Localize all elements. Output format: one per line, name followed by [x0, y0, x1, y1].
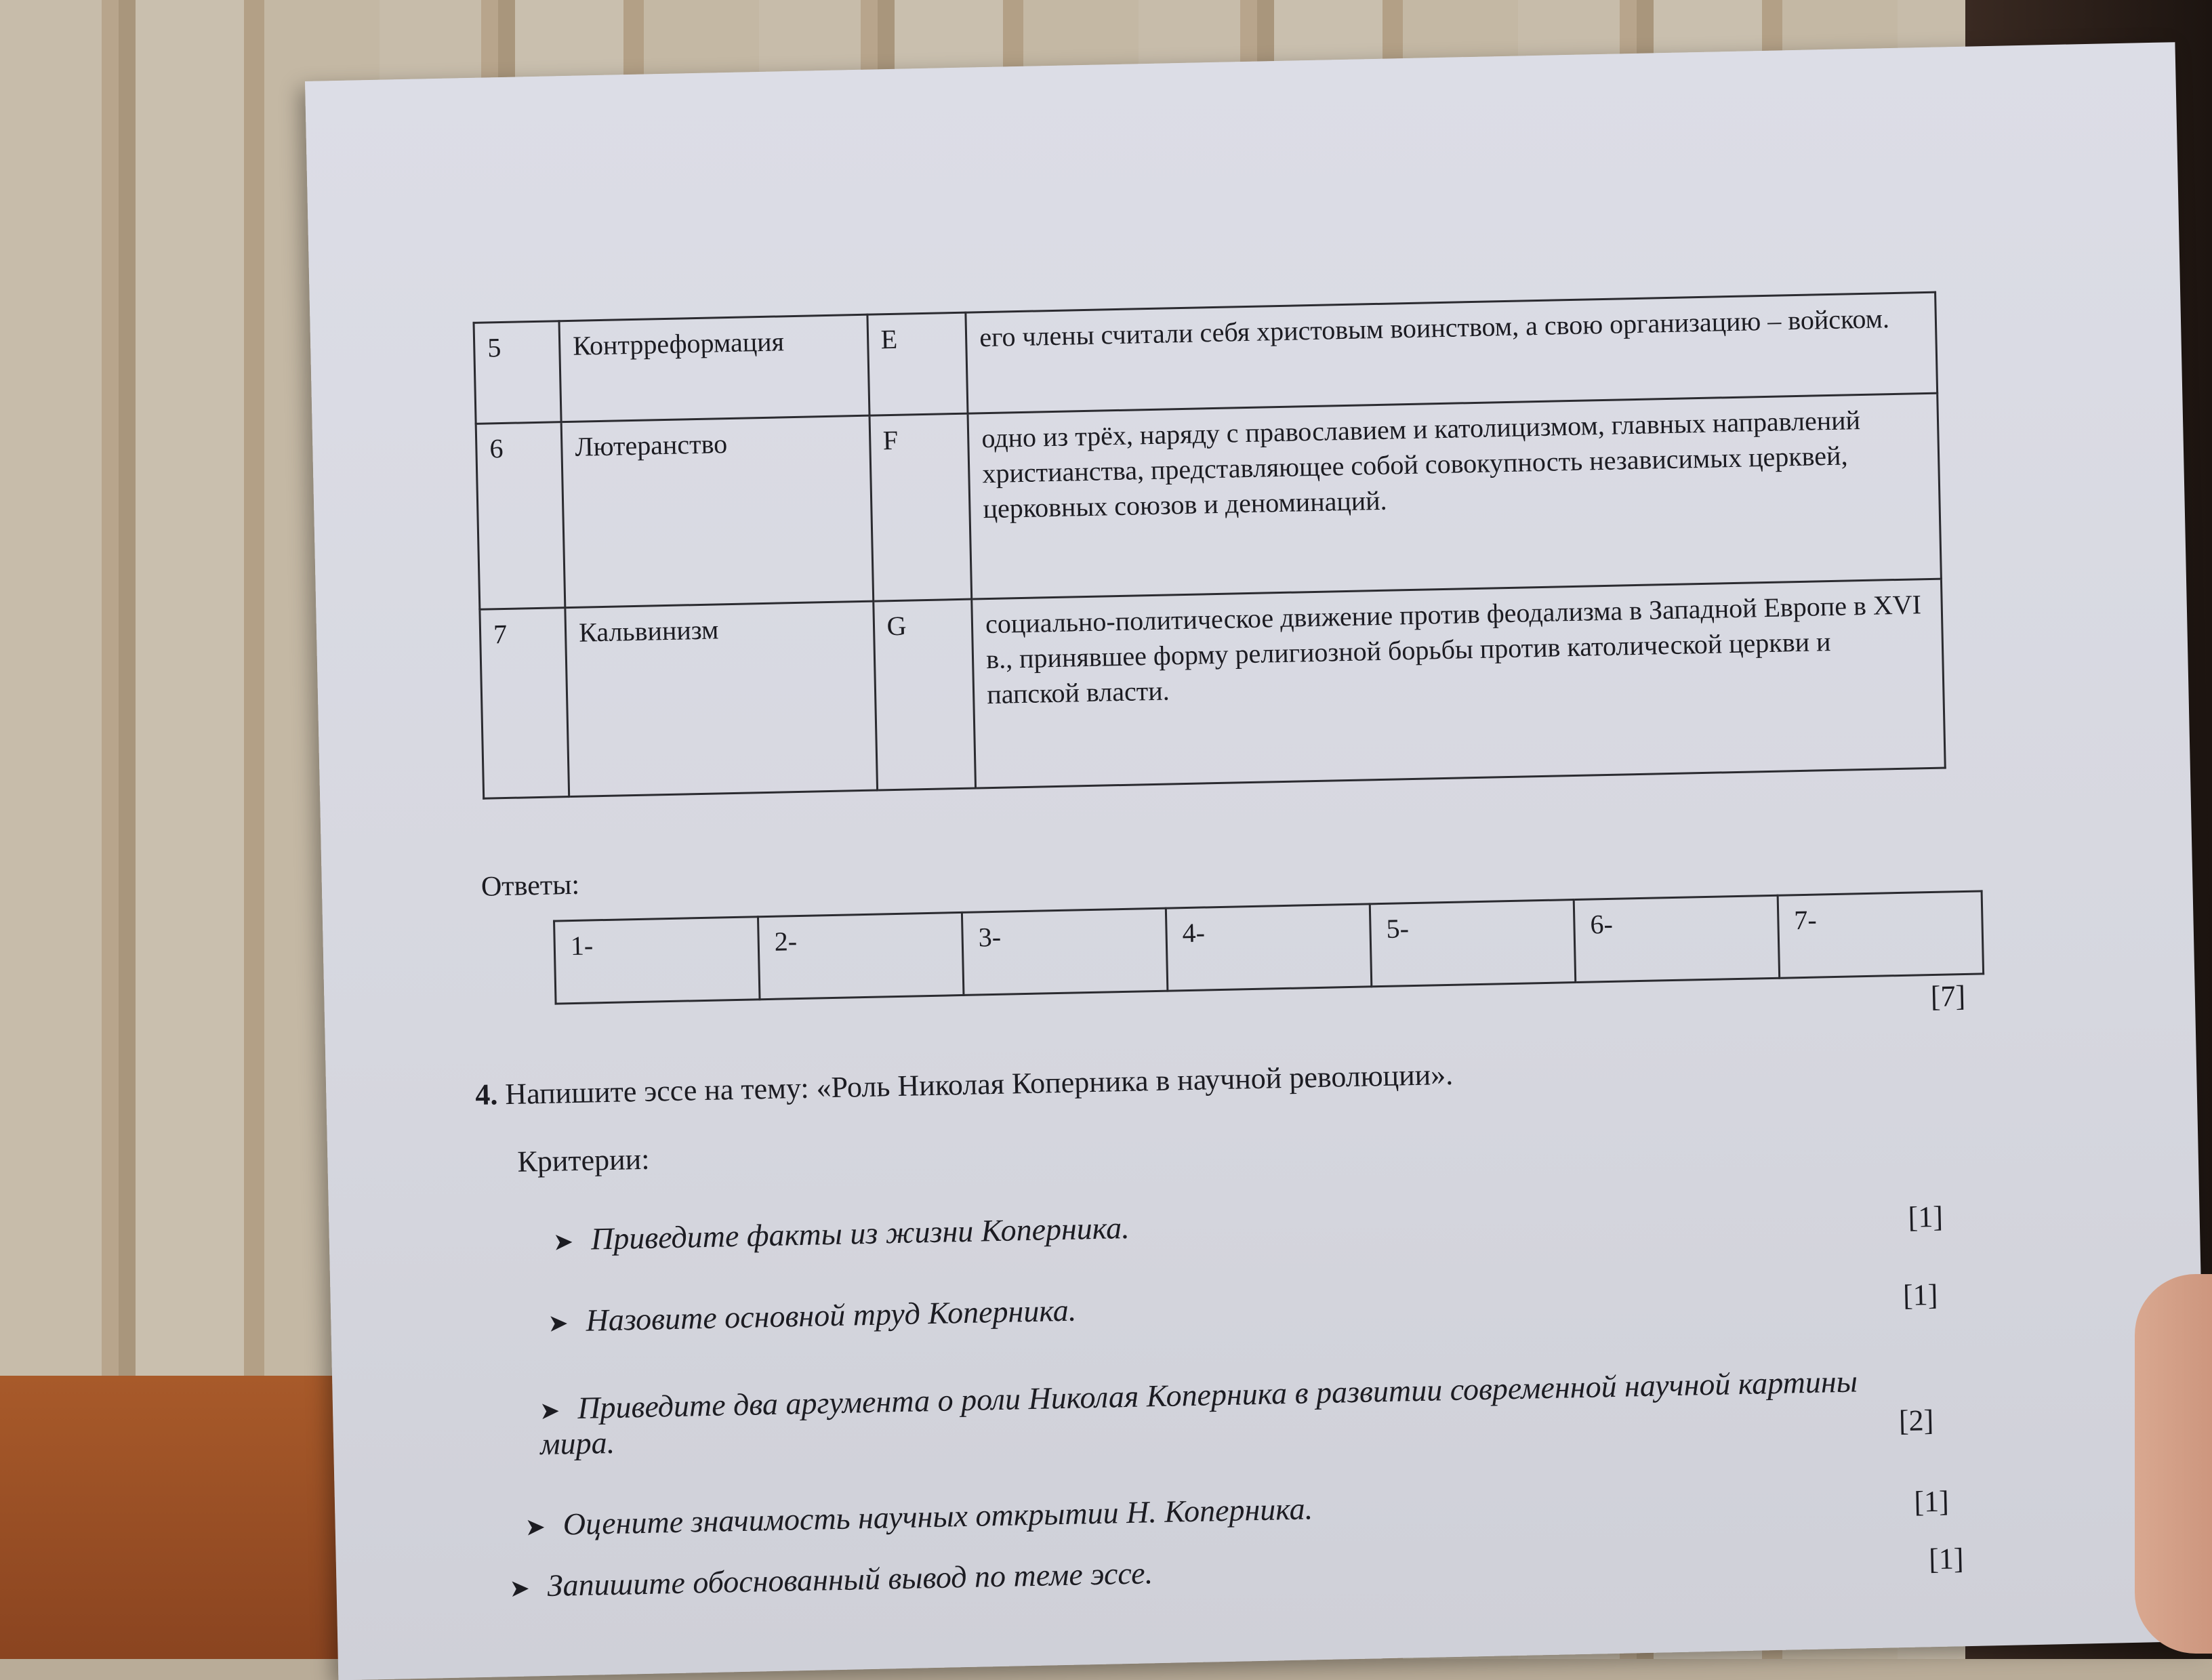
row-number: 5 — [474, 321, 561, 424]
criterion-item — [552, 1210, 1130, 1258]
criterion-score: [1] — [1913, 1484, 1950, 1519]
answer-cell-5[interactable]: 5- — [1370, 900, 1575, 987]
criterion-item — [525, 1490, 1313, 1542]
row-number: 7 — [480, 608, 569, 799]
row-number: 6 — [476, 422, 565, 610]
criterion-score: [1] — [1908, 1200, 1944, 1234]
answer-cell-4[interactable]: 4- — [1166, 904, 1371, 991]
arrow-bullet-icon: ➤ — [539, 1397, 560, 1425]
arrow-bullet-icon: ➤ — [548, 1309, 569, 1337]
answers-label: Ответы: — [480, 869, 580, 903]
answers-score: [7] — [1930, 979, 1966, 1014]
answer-cell-1[interactable]: 1- — [554, 917, 760, 1004]
letter-cell: F — [869, 413, 972, 601]
table-row — [476, 393, 1941, 609]
letter-cell: G — [873, 599, 975, 790]
criterion-text: Приведите два аргумента о роли Николая Коперника в развитии современной научной картины мира. — [539, 1364, 1858, 1461]
criterion-score: [1] — [1902, 1277, 1938, 1313]
answer-cell-2[interactable]: 2- — [758, 912, 963, 999]
criterion-item — [548, 1292, 1077, 1339]
criterion-item — [509, 1555, 1153, 1604]
answers-table — [553, 890, 1984, 1004]
task-4-heading — [475, 1057, 1454, 1112]
arrow-bullet-icon: ➤ — [552, 1228, 574, 1256]
criterion-text: Приведите факты из жизни Коперника. — [590, 1210, 1130, 1256]
definition-cell: его члены считали себя христовым воинством, а свою организацию – войском. — [966, 292, 1938, 413]
term-cell: Кальвинизм — [565, 601, 877, 796]
table-row — [480, 579, 1945, 798]
criterion-score: [2] — [1898, 1404, 1934, 1438]
term-cell: Контрреформация — [559, 314, 869, 422]
criterion-text: Запишите обоснованный вывод по теме эссе. — [547, 1555, 1153, 1603]
answers-row — [554, 891, 1984, 1004]
criterion-text: Оцените значимость научных открытии Н. Коперника. — [562, 1491, 1313, 1542]
matching-table — [472, 291, 1946, 800]
criterion-item — [539, 1364, 1883, 1461]
criterion-text: Назовите основной труд Коперника. — [586, 1292, 1077, 1338]
task-number: 4. — [474, 1078, 498, 1112]
arrow-bullet-icon: ➤ — [525, 1513, 546, 1541]
term-cell: Лютеранство — [561, 415, 873, 607]
criteria-title: Критерии: — [516, 1142, 650, 1179]
letter-cell: E — [867, 312, 968, 415]
answer-cell-7[interactable]: 7- — [1778, 891, 1983, 978]
arrow-bullet-icon: ➤ — [509, 1574, 531, 1603]
criterion-score: [1] — [1928, 1542, 1965, 1576]
answer-cell-6[interactable]: 6- — [1574, 895, 1779, 982]
answer-cell-3[interactable]: 3- — [962, 908, 1167, 995]
definition-cell: социально-политическое движение против феодализма в Западной Европе в XVI в., принявшее форму религиозной борьбы против католической церкви и папской власти. — [972, 579, 1945, 788]
worksheet-paper — [305, 42, 2209, 1680]
definition-cell: одно из трёх, наряду с православием и католицизмом, главных направлений христианства, представляющее собой совокупность независимых церквей, церковных союзов и деноминаций. — [968, 393, 1941, 599]
task-text: Напишите эссе на тему: «Роль Николая Коперника в научной революции». — [504, 1057, 1454, 1111]
hand — [2135, 1274, 2212, 1654]
